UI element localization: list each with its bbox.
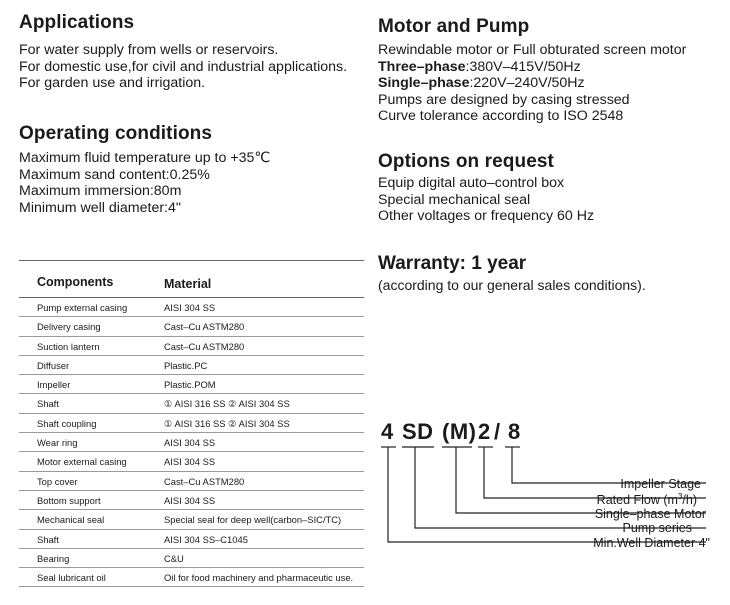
model-code-4: 4 (381, 419, 394, 444)
component-cell: Impeller (37, 379, 71, 391)
warranty-title: Warranty: 1 year (378, 253, 527, 274)
applications-line: For domestic use,for civil and industrial applications. (19, 58, 348, 75)
three-phase-value: :380V–415V/50Hz (465, 58, 581, 75)
motor-line: Rewindable motor or Full obturated screen motor (378, 42, 687, 58)
model-code-m: (M) (442, 419, 477, 444)
material-cell: Cast–Cu ASTM280 (164, 340, 245, 352)
model-code-stage: 8 (508, 419, 521, 444)
component-cell: Diffuser (37, 359, 70, 371)
component-cell: Seal lubricant oil (37, 572, 106, 584)
component-cell: Bearing (37, 552, 70, 564)
model-code-slash: / (494, 419, 501, 444)
options-title: Options on request (378, 151, 554, 172)
material-cell: AISI 304 SS (164, 456, 216, 468)
component-cell: Wear ring (37, 437, 78, 449)
material-cell: AISI 304 SS (164, 494, 216, 506)
components-header: Components (37, 275, 114, 289)
min-well-diameter-label: Min.Well Diameter 4" (593, 536, 710, 550)
component-cell: Mechanical seal (37, 514, 105, 526)
material-cell: Cast–Cu ASTM280 (164, 475, 245, 487)
applications-title: Applications (19, 12, 135, 33)
pump-series-label: Pump series (622, 521, 692, 535)
single-phase-label: Single–phase (378, 75, 470, 91)
single-phase-motor-label: Single–phase Motor (594, 507, 706, 521)
operating-line: Minimum well diameter:4" (19, 199, 181, 216)
component-cell: Shaft (37, 533, 59, 545)
warranty-note: (according to our general sales conditions). (378, 277, 646, 293)
component-cell: Delivery casing (37, 321, 101, 333)
material-header: Material (164, 277, 212, 291)
material-cell: AISI 304 SS (164, 437, 216, 449)
impeller-stage-label: Impeller Stage (620, 477, 701, 491)
component-cell: Bottom support (37, 494, 101, 506)
applications-line: For water supply from wells or reservoirs. (19, 42, 279, 58)
model-code-sd: SD (402, 419, 434, 444)
operating-line: Maximum sand content:0.25% (19, 166, 210, 183)
material-cell: ① AISI 316 SS ② AISI 304 SS (164, 398, 290, 410)
component-cell: Suction lantern (37, 340, 100, 352)
material-cell: Special seal for deep well(carbon–SIC/TC) (164, 514, 342, 526)
model-code-flow: 2 (478, 419, 491, 444)
motor-line: Curve tolerance according to ISO 2548 (378, 108, 624, 124)
options-line: Other voltages or frequency 60 Hz (378, 208, 595, 224)
applications-line: For garden use and irrigation. (19, 75, 206, 91)
rated-flow-label: Rated Flow $(m^3/h)$ (596, 492, 697, 508)
operating-line: Maximum fluid temperature up to +35℃ (19, 150, 271, 166)
three-phase-label: Three–phase (378, 58, 466, 75)
material-cell: AISI 304 SS (164, 302, 216, 313)
operating-line: Maximum immersion:80m (19, 183, 182, 199)
material-cell: AISI 304 SS–C1045 (164, 533, 248, 545)
component-cell: Pump external casing (37, 302, 128, 313)
motor-line: Pumps are designed by casing stressed (378, 91, 630, 108)
material-cell: Plastic.POM (164, 379, 216, 391)
material-cell: C&U (164, 552, 184, 564)
component-cell: Shaft coupling (37, 417, 97, 429)
component-cell: Top cover (37, 475, 78, 487)
material-cell: Cast–Cu ASTM280 (164, 321, 245, 333)
operating-conditions-title: Operating conditions (19, 123, 213, 144)
motor-pump-title: Motor and Pump (378, 16, 530, 37)
component-cell: Shaft (37, 398, 59, 410)
options-line: Equip digital auto–control box (378, 175, 565, 191)
material-cell: Plastic.PC (164, 359, 208, 371)
material-cell: ① AISI 316 SS ② AISI 304 SS (164, 417, 290, 429)
component-cell: Motor external casing (37, 456, 127, 468)
single-phase-value: :220V–240V/50Hz (469, 75, 585, 91)
options-line: Special mechanical seal (378, 191, 531, 208)
material-cell: Oil for food machinery and pharmaceutic use. (164, 572, 354, 584)
